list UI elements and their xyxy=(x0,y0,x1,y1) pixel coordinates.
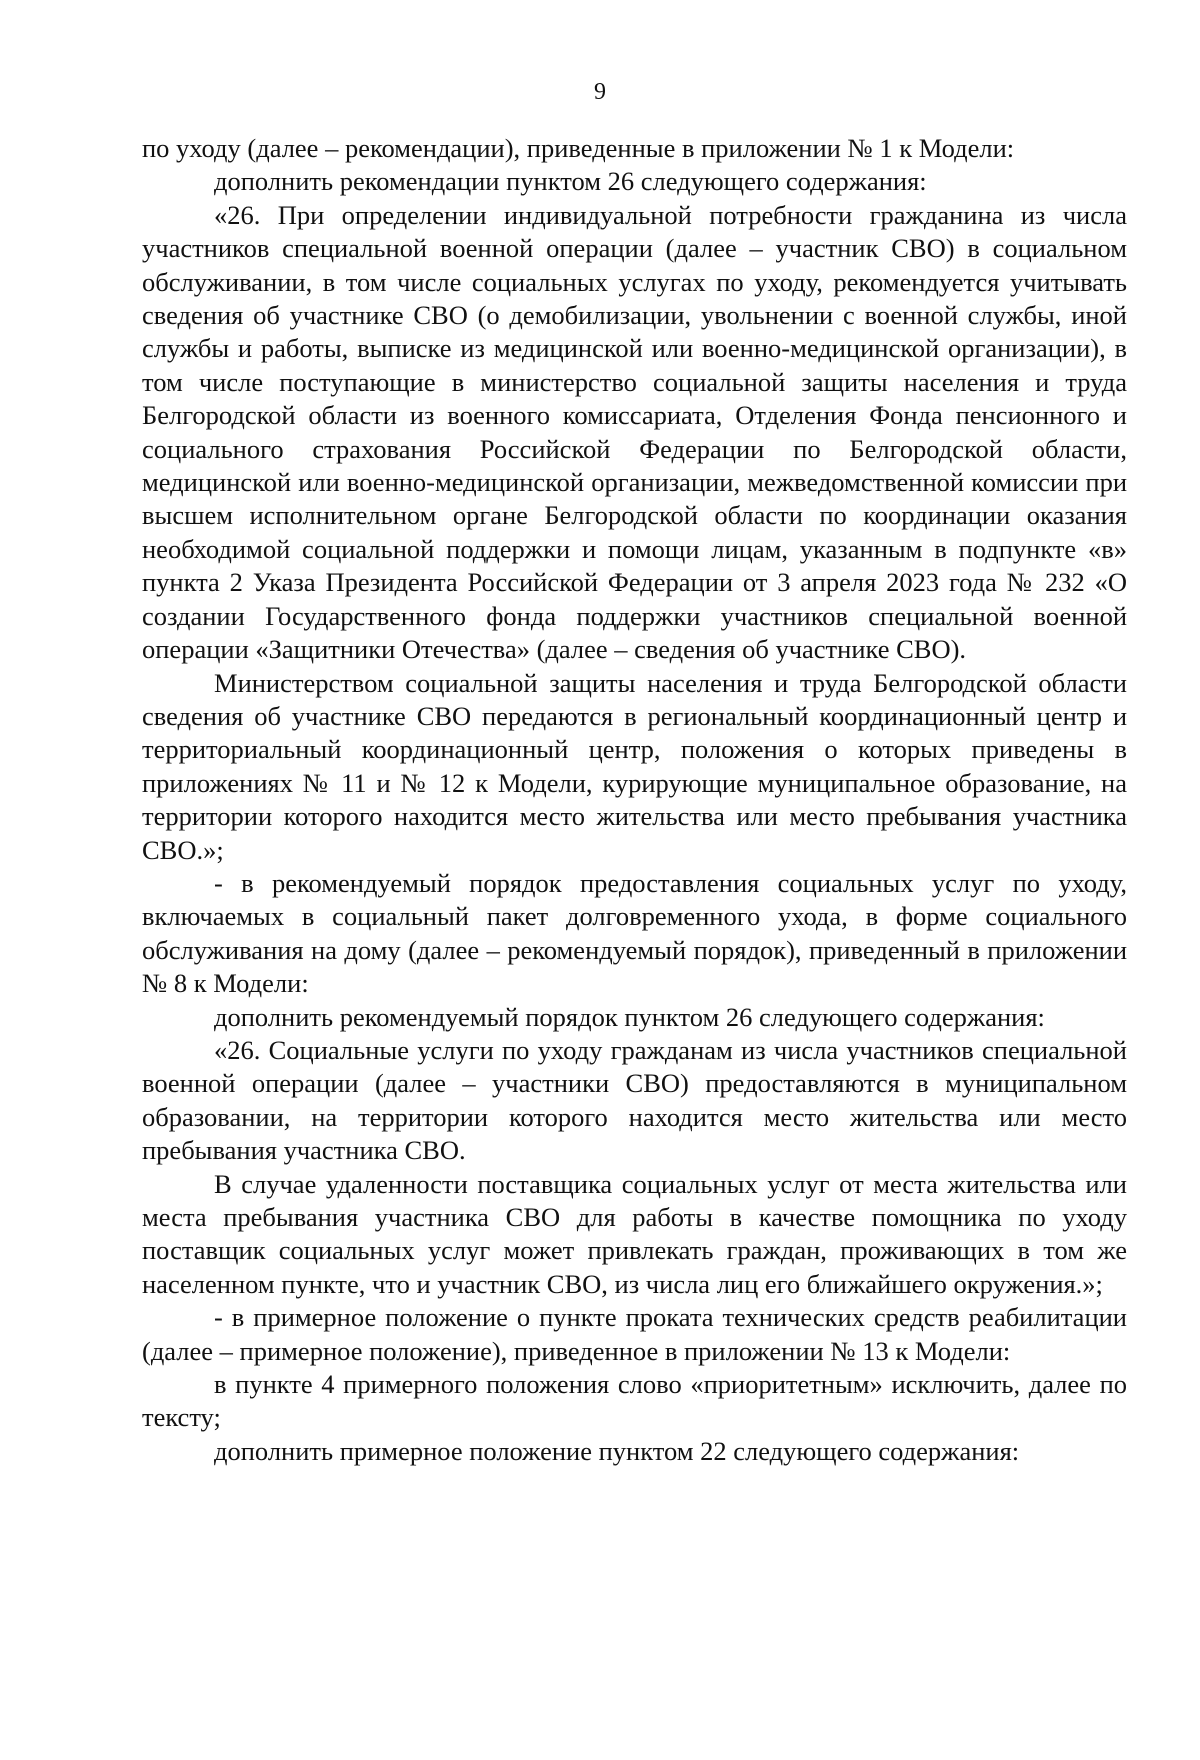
paragraph-7: «26. Социальные услуги по уходу гражданам из числа участников специальной военной операции (далее – участники СВО) предоставляются в муниципальном образовании, на территории которого находится место жительства или место пребывания участника СВО. xyxy=(142,1034,1127,1166)
paragraph-5: - в рекомендуемый порядок предоставления социальных услуг по уходу, включаемых в социальный пакет долговременного ухода, в форме социального обслуживания на дому (далее – рекомендуемый порядок), приведенный в приложении № 8 к Модели: xyxy=(142,867,1127,999)
paragraph-10: в пункте 4 примерного положения слово «приоритетным» исключить, далее по тексту; xyxy=(142,1369,1127,1433)
paragraph-1: по уходу (далее – рекомендации), приведенные в приложении № 1 к Модели: xyxy=(142,133,1015,163)
paragraph-8: В случае удаленности поставщика социальных услуг от места жительства или места пребывания участника СВО для работы в качестве помощника по уходу поставщик социальных услуг может привлекать граждан, проживающих в том же населенном пункте, что и участник СВО, из числа лиц его ближайшего окружения.»; xyxy=(142,1168,1127,1299)
paragraph-6: дополнить рекомендуемый порядок пунктом 26 следующего содержания: xyxy=(214,1001,1045,1032)
page-number: 9 xyxy=(594,79,606,105)
document-body xyxy=(142,132,1127,1468)
paragraph-11: дополнить примерное положение пунктом 22 следующего содержания: xyxy=(214,1435,1020,1466)
paragraph-2: дополнить рекомендации пунктом 26 следующего содержания: xyxy=(214,166,927,197)
paragraph-9: - в примерное положение о пункте проката технических средств реабилитации (далее – примерное положение), приведенное в приложении № 13 к Модели: xyxy=(142,1302,1127,1366)
paragraph-4: Министерством социальной защиты населения и труда Белгородской области сведения об участнике СВО передаются в региональный координационный центр и территориальный координационный центр, положения о которых приведены в приложениях № 11 и № 12 к Модели, курирующие муниципальное образование, на территории которого находится место жительства или место пребывания участника СВО.»; xyxy=(142,667,1127,865)
paragraph-3: «26. При определении индивидуальной потребности гражданина из числа участников специальной военной операции (далее – участник СВО) в социальном обслуживании, в том числе социальных услугах по уходу, рекомендуется учитывать сведения об участнике СВО (о демобилизации, увольнении с военной службы, иной службы и работы, выписке из медицинской или военно-медицинской организации), в том числе поступающие в министерство социальной защиты населения и труда Белгородской области из военного комиссариата, Отделения Фонда пенсионного и социального страхования Российской Федерации по Белгородской области, медицинской или военно-медицинской организации, межведомственной комиссии при высшем исполнительном органе Белгородской области по координации оказания необходимой социальной поддержки и помощи лицам, указанным в подпункте «в» пункта 2 Указа Президента Российской Федерации от 3 апреля 2023 года № 232 «О создании Государственного фонда поддержки участников специальной военной операции «Защитники Отечества» (далее – сведения об участнике СВО). xyxy=(142,199,1127,665)
